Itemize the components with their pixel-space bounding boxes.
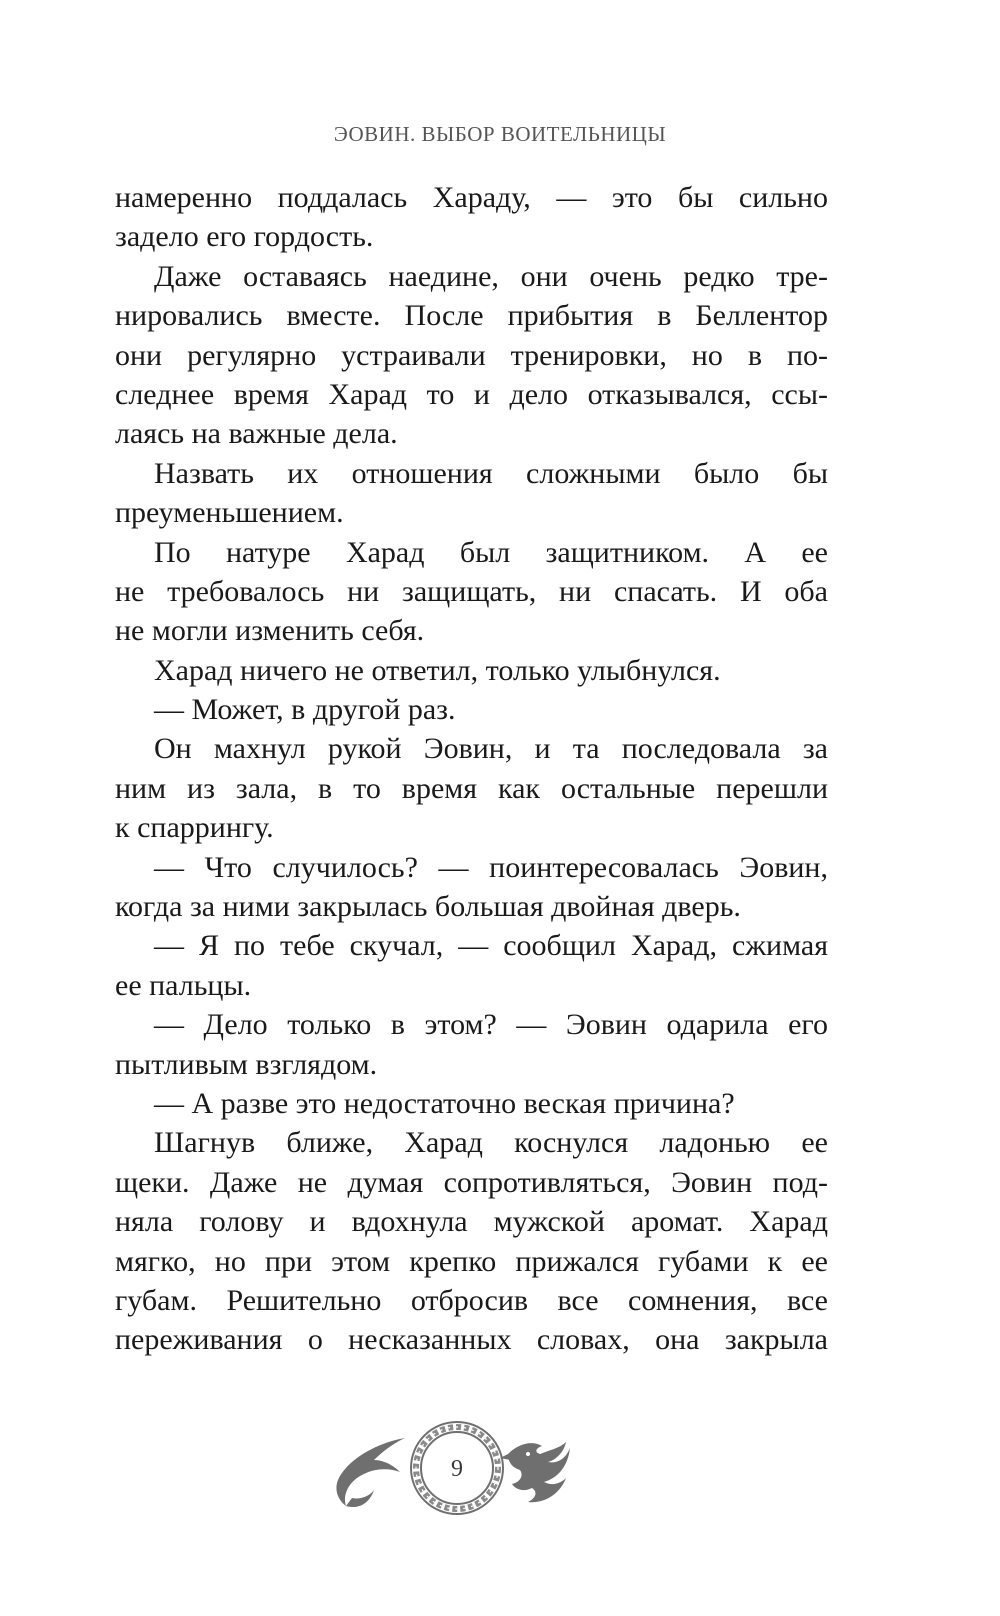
text-line: намеренно поддалась Хараду, — это бы сильно <box>115 181 828 214</box>
text-line: Шагнув ближе, Харад коснулся ладонью ее <box>154 1126 828 1160</box>
text-line: — Что случилось? — поинтересовалась Эовин, <box>154 850 828 884</box>
text-line: лаясь на важные дела. <box>115 417 398 451</box>
text-line: — Дело только в этом? — Эовин одарила его <box>154 1008 828 1042</box>
text-line: — Я по тебе скучал, — сообщил Харад, сжимая <box>154 929 828 963</box>
text-line: няла голову и вдохнула мужской аромат. Харад <box>115 1205 828 1239</box>
text-line: переживания о несказанных словах, она закрыла <box>115 1323 828 1357</box>
text-line: мягко, но при этом крепко прижался губами к ее <box>115 1244 828 1278</box>
text-line: пытливым взглядом. <box>115 1047 378 1081</box>
text-line: ее пальцы. <box>115 968 252 1002</box>
text-line: не требовалось ни защищать, ни спасать. И оба <box>115 574 828 608</box>
moon-wing-icon <box>336 1438 405 1507</box>
text-line: преуменьшением. <box>115 496 344 530</box>
footer-ornament <box>330 1410 670 1530</box>
page-number: 9 <box>451 1456 463 1482</box>
text-line: — А разве это недостаточно веская причина? <box>154 1086 735 1120</box>
text-line: щеки. Даже не думая сопротивляться, Эовин под- <box>115 1165 828 1199</box>
text-line: Он махнул рукой Эовин, и та последовала за <box>154 732 828 766</box>
text-line: ним из зала, в то время как остальные перешли <box>115 771 828 805</box>
text-line: Даже оставаясь наедине, они очень редко тре- <box>154 259 828 293</box>
text-line: когда за ними закрылась большая двойная дверь. <box>115 890 741 924</box>
text-line: задело его гордость. <box>115 220 374 254</box>
text-line: По натуре Харад был защитником. А ее <box>154 535 828 569</box>
text-line: Назвать их отношения сложными было бы <box>154 456 828 490</box>
text-line: следнее время Харад то и дело отказывался, ссы- <box>115 377 828 411</box>
raven-icon <box>500 1442 570 1502</box>
text-line: нировались вместе. После прибытия в Беллентор <box>115 299 828 333</box>
text-line: они регулярно устраивали тренировки, но в по- <box>115 338 828 372</box>
text-line: к спаррингу. <box>115 811 274 845</box>
body-text <box>115 178 828 1360</box>
text-line: не могли изменить себя. <box>115 614 425 648</box>
text-line: Харад ничего не ответил, только улыбнулся. <box>154 653 721 687</box>
text-line: губам. Решительно отбросив все сомнения, все <box>115 1283 828 1317</box>
running-head: ЭОВИН. ВЫБОР ВОИТЕЛЬНИЦЫ <box>333 122 667 146</box>
text-line: — Может, в другой раз. <box>154 693 456 727</box>
